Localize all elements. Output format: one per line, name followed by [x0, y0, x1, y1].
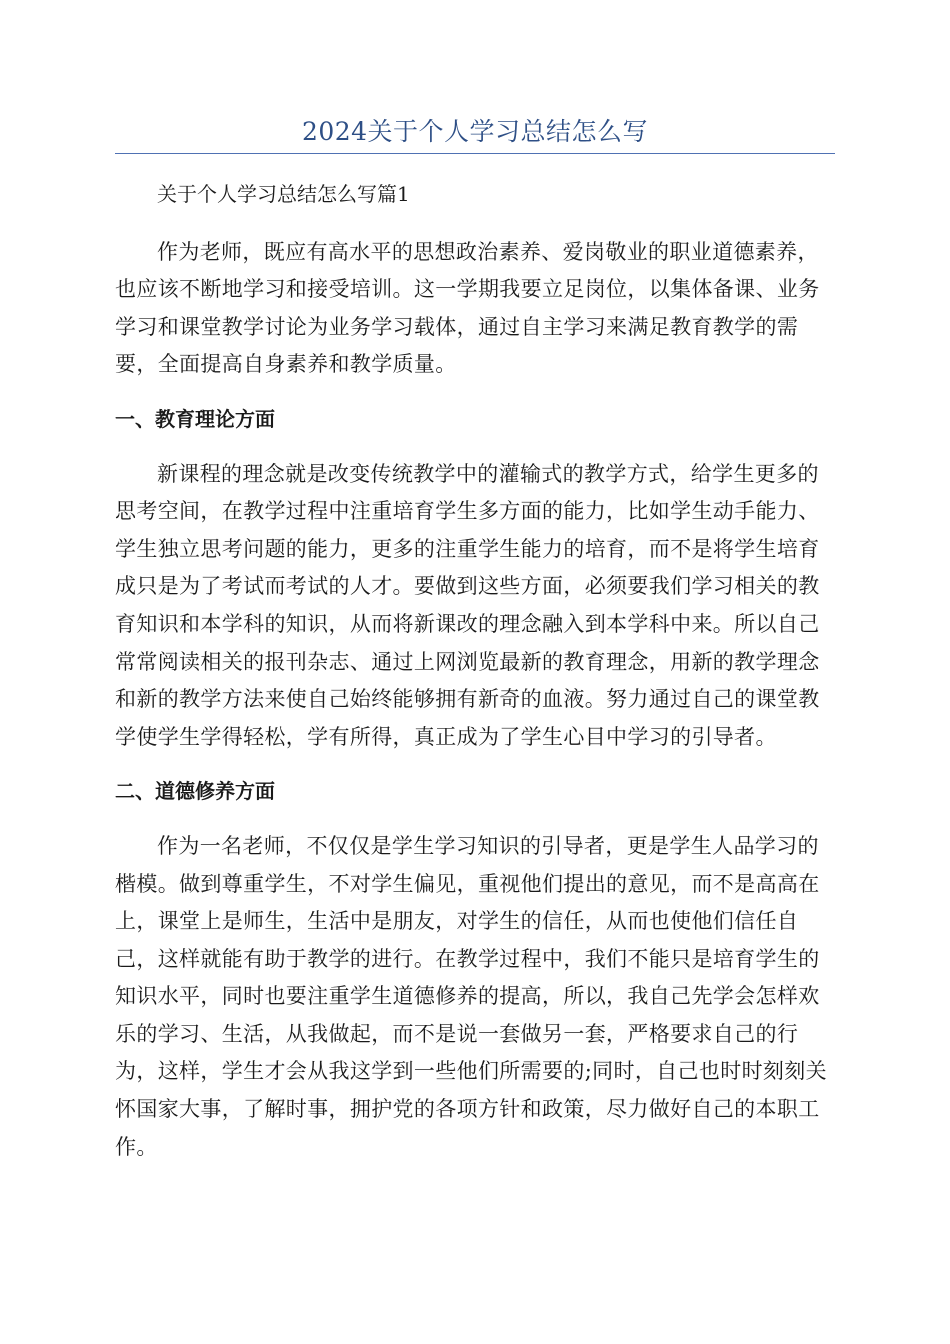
section-heading-education-theory: 一、教育理论方面	[115, 406, 275, 431]
section-paragraph-moral-cultivation: 作为一名老师，不仅仅是学生学习知识的引导者，更是学生人品学习的楷模。做到尊重学生，不对学生偏见，重视他们提出的意见，而不是高高在上，课堂上是师生，生活中是朋友，对学生的信任，从而也使他们信任自己，这样就能有助于教学的进行。在教学过程中，我们不能只是培育学生的知识水平，同时也要注重学生道德修养的提高，所以，我自己先学会怎样欢乐的学习、生活，从我做起，而不是说一套做另一套，严格要求自己的行为，这样，学生才会从我这学到一些他们所需要的;同时，自己也时时刻刻关怀国家大事，了解时事，拥护党的各项方针和政策，尽力做好自己的本职工作。	[115, 833, 827, 1159]
document-subtitle: 关于个人学习总结怎么写篇1	[157, 182, 410, 206]
intro-paragraph: 作为老师，既应有高水平的思想政治素养、爱岗敬业的职业道德素养，也应该不断地学习和接受培训。这一学期我要立足岗位，以集体备课、业务学习和课堂教学讨论为业务学习载体，通过自主学习来满足教育教学的需要，全面提高自身素养和教学质量。	[115, 239, 820, 377]
title-underline	[115, 153, 835, 154]
document-title: 2024关于个人学习总结怎么写	[301, 117, 649, 146]
section-heading-moral-cultivation: 二、道德修养方面	[115, 779, 275, 804]
document-body	[115, 176, 835, 1166]
section-paragraph-education-theory: 新课程的理念就是改变传统教学中的灌输式的教学方式，给学生更多的思考空间，在教学过程中注重培育学生多方面的能力，比如学生动手能力、学生独立思考问题的能力，更多的注重学生能力的培育，而不是将学生培育成只是为了考试而考试的人才。要做到这些方面，必须要我们学习相关的教育知识和本学科的知识，从而将新课改的理念融入到本学科中来。所以自己常常阅读相关的报刊杂志、通过上网浏览最新的教育理念，用新的教学理念和新的教学方法来使自己始终能够拥有新奇的血液。努力通过自己的课堂教学使学生学得轻松，学有所得，真正成为了学生心目中学习的引导者。	[115, 461, 820, 749]
